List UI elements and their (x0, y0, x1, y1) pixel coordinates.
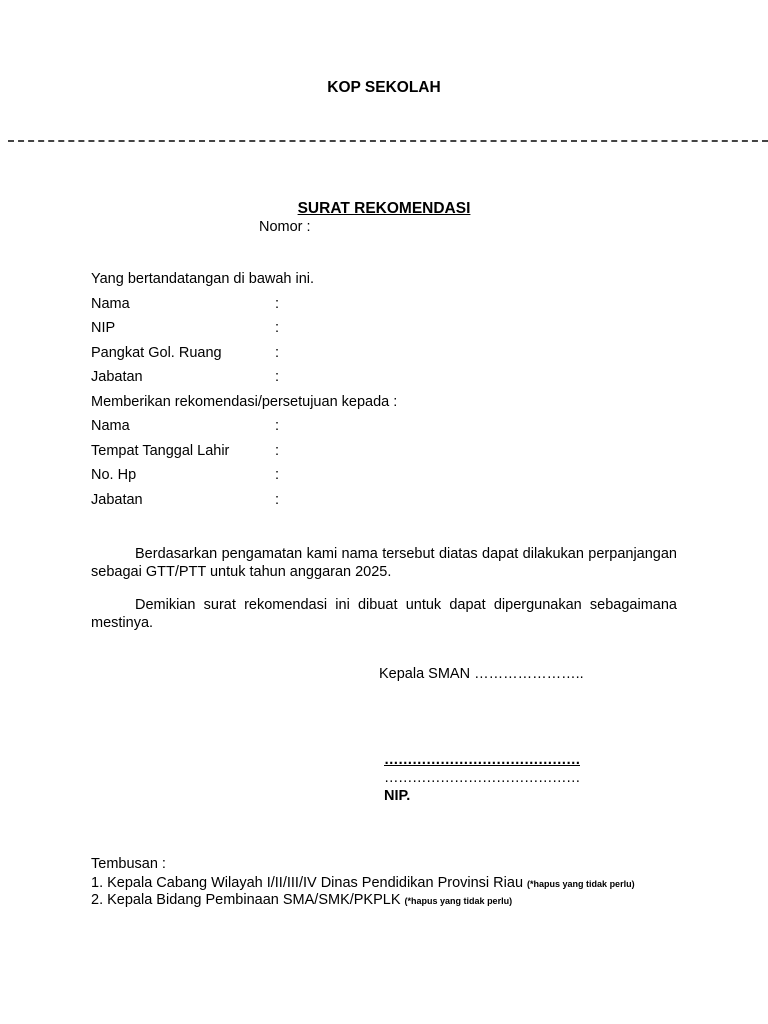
letter-title: SURAT REKOMENDASI (297, 200, 471, 217)
tembusan-item-text: 1. Kepala Cabang Wilayah I/II/III/IV Dinas Pendidikan Provinsi Riau (91, 875, 524, 891)
recommend-line: Memberikan rekomendasi/persetujuan kepada : (91, 394, 398, 410)
header-divider (8, 140, 768, 142)
signer-field-label: Pangkat Gol. Ruang (91, 345, 222, 361)
body-paragraph-2: Demikian surat rekomendasi ini dibuat untuk dapat dipergunakan sebagaimana mestinya. (91, 597, 677, 631)
recipient-field-colon: : (275, 443, 280, 459)
tembusan-item-note: (*hapus yang tidak perlu) (404, 896, 513, 906)
recipient-field-colon: : (275, 467, 280, 483)
intro-line: Yang bertandatangan di bawah ini. (91, 271, 315, 287)
signer-field-label: Nama (91, 296, 130, 312)
tembusan-item-note: (*hapus yang tidak perlu) (527, 879, 635, 889)
signature-rank-placeholder: …………………………………… (384, 770, 580, 786)
signer-field-label: NIP (91, 320, 116, 336)
signer-field-colon: : (275, 320, 280, 336)
signature-title: Kepala SMAN ………………….. (379, 666, 584, 682)
tembusan-item (91, 875, 635, 891)
signature-name-placeholder: …………………………………… (384, 752, 580, 768)
signature-nip: NIP. (384, 788, 411, 804)
signer-field-colon: : (275, 296, 280, 312)
signer-field-colon: : (275, 345, 280, 361)
tembusan-item-text: 2. Kepala Bidang Pembinaan SMA/SMK/PKPLK (91, 892, 401, 908)
kop-sekolah-heading: KOP SEKOLAH (327, 79, 441, 96)
letter-number: Nomor : (259, 219, 311, 235)
recipient-field-label: Tempat Tanggal Lahir (91, 443, 230, 459)
recipient-field-label: No. Hp (91, 467, 137, 483)
signer-field-colon: : (275, 369, 280, 385)
recipient-field-label: Nama (91, 418, 130, 434)
body-paragraph-1: Berdasarkan pengamatan kami nama tersebut diatas dapat dilakukan perpanjangan sebagai GTT/PTT untuk tahun anggaran 2025. (91, 546, 677, 580)
tembusan-item (91, 892, 512, 908)
recipient-field-colon: : (275, 492, 280, 508)
recipient-field-label: Jabatan (91, 492, 143, 508)
signer-field-label: Jabatan (91, 369, 143, 385)
tembusan-heading: Tembusan : (91, 856, 166, 872)
recipient-field-colon: : (275, 418, 280, 434)
